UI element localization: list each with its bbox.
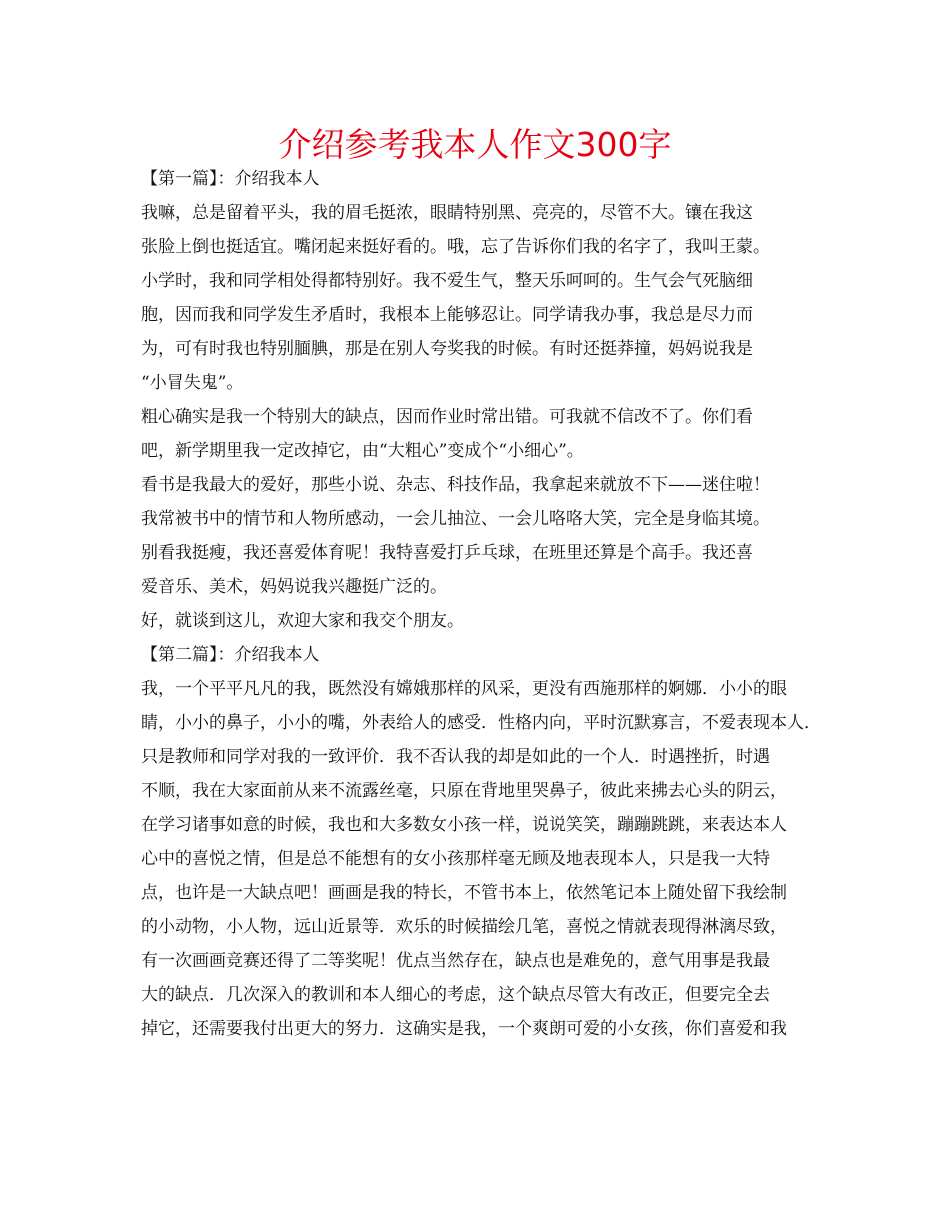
document-title: 介绍参考我本人作文300字 [278, 125, 672, 164]
paragraph-line: 掉它，还需要我付出更大的努力．这确实是我，一个爽朗可爱的小女孩，你们喜爱和我 [141, 1019, 787, 1039]
paragraph-line: 心中的喜悦之情，但是总不能想有的女小孩那样毫无顾及地表现本人，只是我一大特 [141, 849, 770, 869]
paragraph-line: 有一次画画竞赛还得了二等奖呢！优点当然存在，缺点也是难免的，意气用事是我最 [141, 951, 770, 971]
paragraph-line: 我，一个平平凡凡的我，既然没有嫦娥那样的风采，更没有西施那样的婀娜．小小的眼 [141, 679, 787, 699]
section-heading: 【第一篇】：介绍我本人 [141, 169, 320, 189]
paragraph-line: 只是教师和同学对我的一致评价．我不否认我的却是如此的一个人．时遇挫折，时遇 [141, 747, 770, 767]
paragraph-line: 不顺，我在大家面前从来不流露丝毫，只原在背地里哭鼻子，彼此来拂去心头的阴云， [141, 781, 787, 801]
paragraph-line: 点，也许是一大缺点吧！画画是我的特长，不管书本上，依然笔记本上随处留下我绘制 [141, 883, 787, 903]
paragraph-line: 张脸上倒也挺适宜。嘴闭起来挺好看的。哦，忘了告诉你们我的名字了，我叫王蒙。 [141, 237, 770, 257]
paragraph-line: 小学时，我和同学相处得都特别好。我不爱生气，整天乐呵呵的。生气会气死脑细 [141, 271, 753, 291]
paragraph-line: 我常被书中的情节和人物所感动，一会儿抽泣、一会儿咯咯大笑，完全是身临其境。 [141, 509, 770, 529]
paragraph-line: 睛，小小的鼻子，小小的嘴，外表给人的感受．性格内向，平时沉默寡言，不爱表现本人． [141, 713, 821, 733]
paragraph-line: 胞，因而我和同学发生矛盾时，我根本上能够忍让。同学请我办事，我总是尽力而 [141, 305, 753, 325]
section-heading: 【第二篇】：介绍我本人 [141, 645, 320, 665]
paragraph-line: 的小动物，小人物，远山近景等．欢乐的时候描绘几笔，喜悦之情就表现得淋漓尽致， [141, 917, 787, 937]
paragraph-line: 粗心确实是我一个特别大的缺点，因而作业时常出错。可我就不信改不了。你们看 [141, 407, 753, 427]
paragraph-line: 看书是我最大的爱好，那些小说、杂志、科技作品，我拿起来就放不下——迷住啦！ [141, 475, 770, 495]
paragraph-line: 我嘛，总是留着平头，我的眉毛挺浓，眼睛特别黑、亮亮的，尽管不大。镶在我这 [141, 203, 753, 223]
paragraph-line: 在学习诸事如意的时候，我也和大多数女小孩一样，说说笑笑，蹦蹦跳跳，来表达本人 [141, 815, 787, 835]
paragraph-line: 吧，新学期里我一定改掉它，由“大粗心”变成个“小细心”。 [141, 441, 584, 461]
paragraph-line: 为，可有时我也特别腼腆，那是在别人夸奖我的时候。有时还挺莽撞，妈妈说我是 [141, 339, 753, 359]
paragraph-line: 别看我挺瘦，我还喜爱体育呢！我特喜爱打乒乓球，在班里还算是个高手。我还喜 [141, 543, 753, 563]
paragraph-line: 好，就谈到这儿，欢迎大家和我交个朋友。 [141, 611, 464, 631]
paragraph-line: “小冒失鬼”。 [141, 373, 244, 393]
paragraph-line: 爱音乐、美术，妈妈说我兴趣挺广泛的。 [141, 577, 447, 597]
document-body [141, 162, 821, 1046]
paragraph-line: 大的缺点．几次深入的教训和本人细心的考虑，这个缺点尽管大有改正，但要完全去 [141, 985, 770, 1005]
